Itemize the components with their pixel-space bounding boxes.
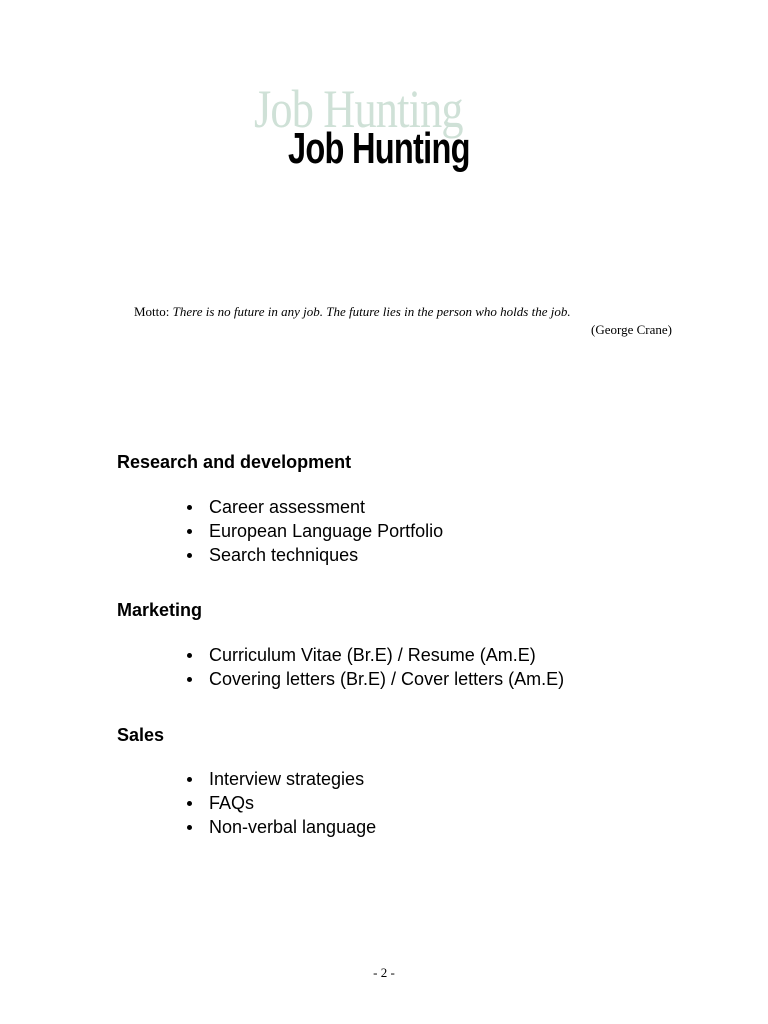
section-heading-marketing: Marketing — [117, 600, 203, 620]
title-shadow-text: Job Hunting — [254, 79, 463, 139]
section-heading-research: Research and development — [117, 452, 352, 472]
motto-line — [134, 304, 571, 320]
section-list-marketing — [186, 643, 564, 691]
bullet-icon — [187, 653, 192, 658]
list-item-text: Covering letters (Br.E) / Cover letters (Am.E) — [209, 669, 565, 689]
list-item — [186, 815, 376, 839]
section-list-sales — [186, 767, 376, 839]
motto-label: Motto: — [134, 304, 170, 319]
title-block — [0, 72, 768, 192]
bullet-icon — [187, 677, 192, 682]
bullet-icon — [187, 529, 192, 534]
list-item — [186, 791, 376, 815]
bullet-icon — [187, 505, 192, 510]
list-item-text: European Language Portfolio — [209, 521, 444, 541]
list-item — [186, 495, 443, 519]
motto-attribution: (George Crane) — [591, 322, 672, 337]
bullet-icon — [187, 825, 192, 830]
list-item-text: Interview strategies — [209, 769, 365, 789]
list-item-text: Search techniques — [209, 545, 359, 565]
bullet-icon — [187, 777, 192, 782]
page-title: Job Hunting — [288, 124, 470, 173]
bullet-icon — [187, 553, 192, 558]
list-item-text: Non-verbal language — [209, 817, 377, 837]
list-item — [186, 643, 564, 667]
list-item — [186, 667, 564, 691]
list-item — [186, 543, 443, 567]
list-item-text: Career assessment — [209, 497, 366, 517]
list-item — [186, 767, 376, 791]
list-item-text: Curriculum Vitae (Br.E) / Resume (Am.E) — [209, 645, 536, 665]
section-heading-sales: Sales — [117, 725, 165, 745]
list-item-text: FAQs — [209, 793, 255, 813]
bullet-icon — [187, 801, 192, 806]
page-number: - 2 - — [373, 965, 395, 980]
list-item — [186, 519, 443, 543]
section-list-research — [186, 495, 443, 567]
motto-quote: There is no future in any job. The future lies in the person who holds the job. — [172, 304, 571, 319]
